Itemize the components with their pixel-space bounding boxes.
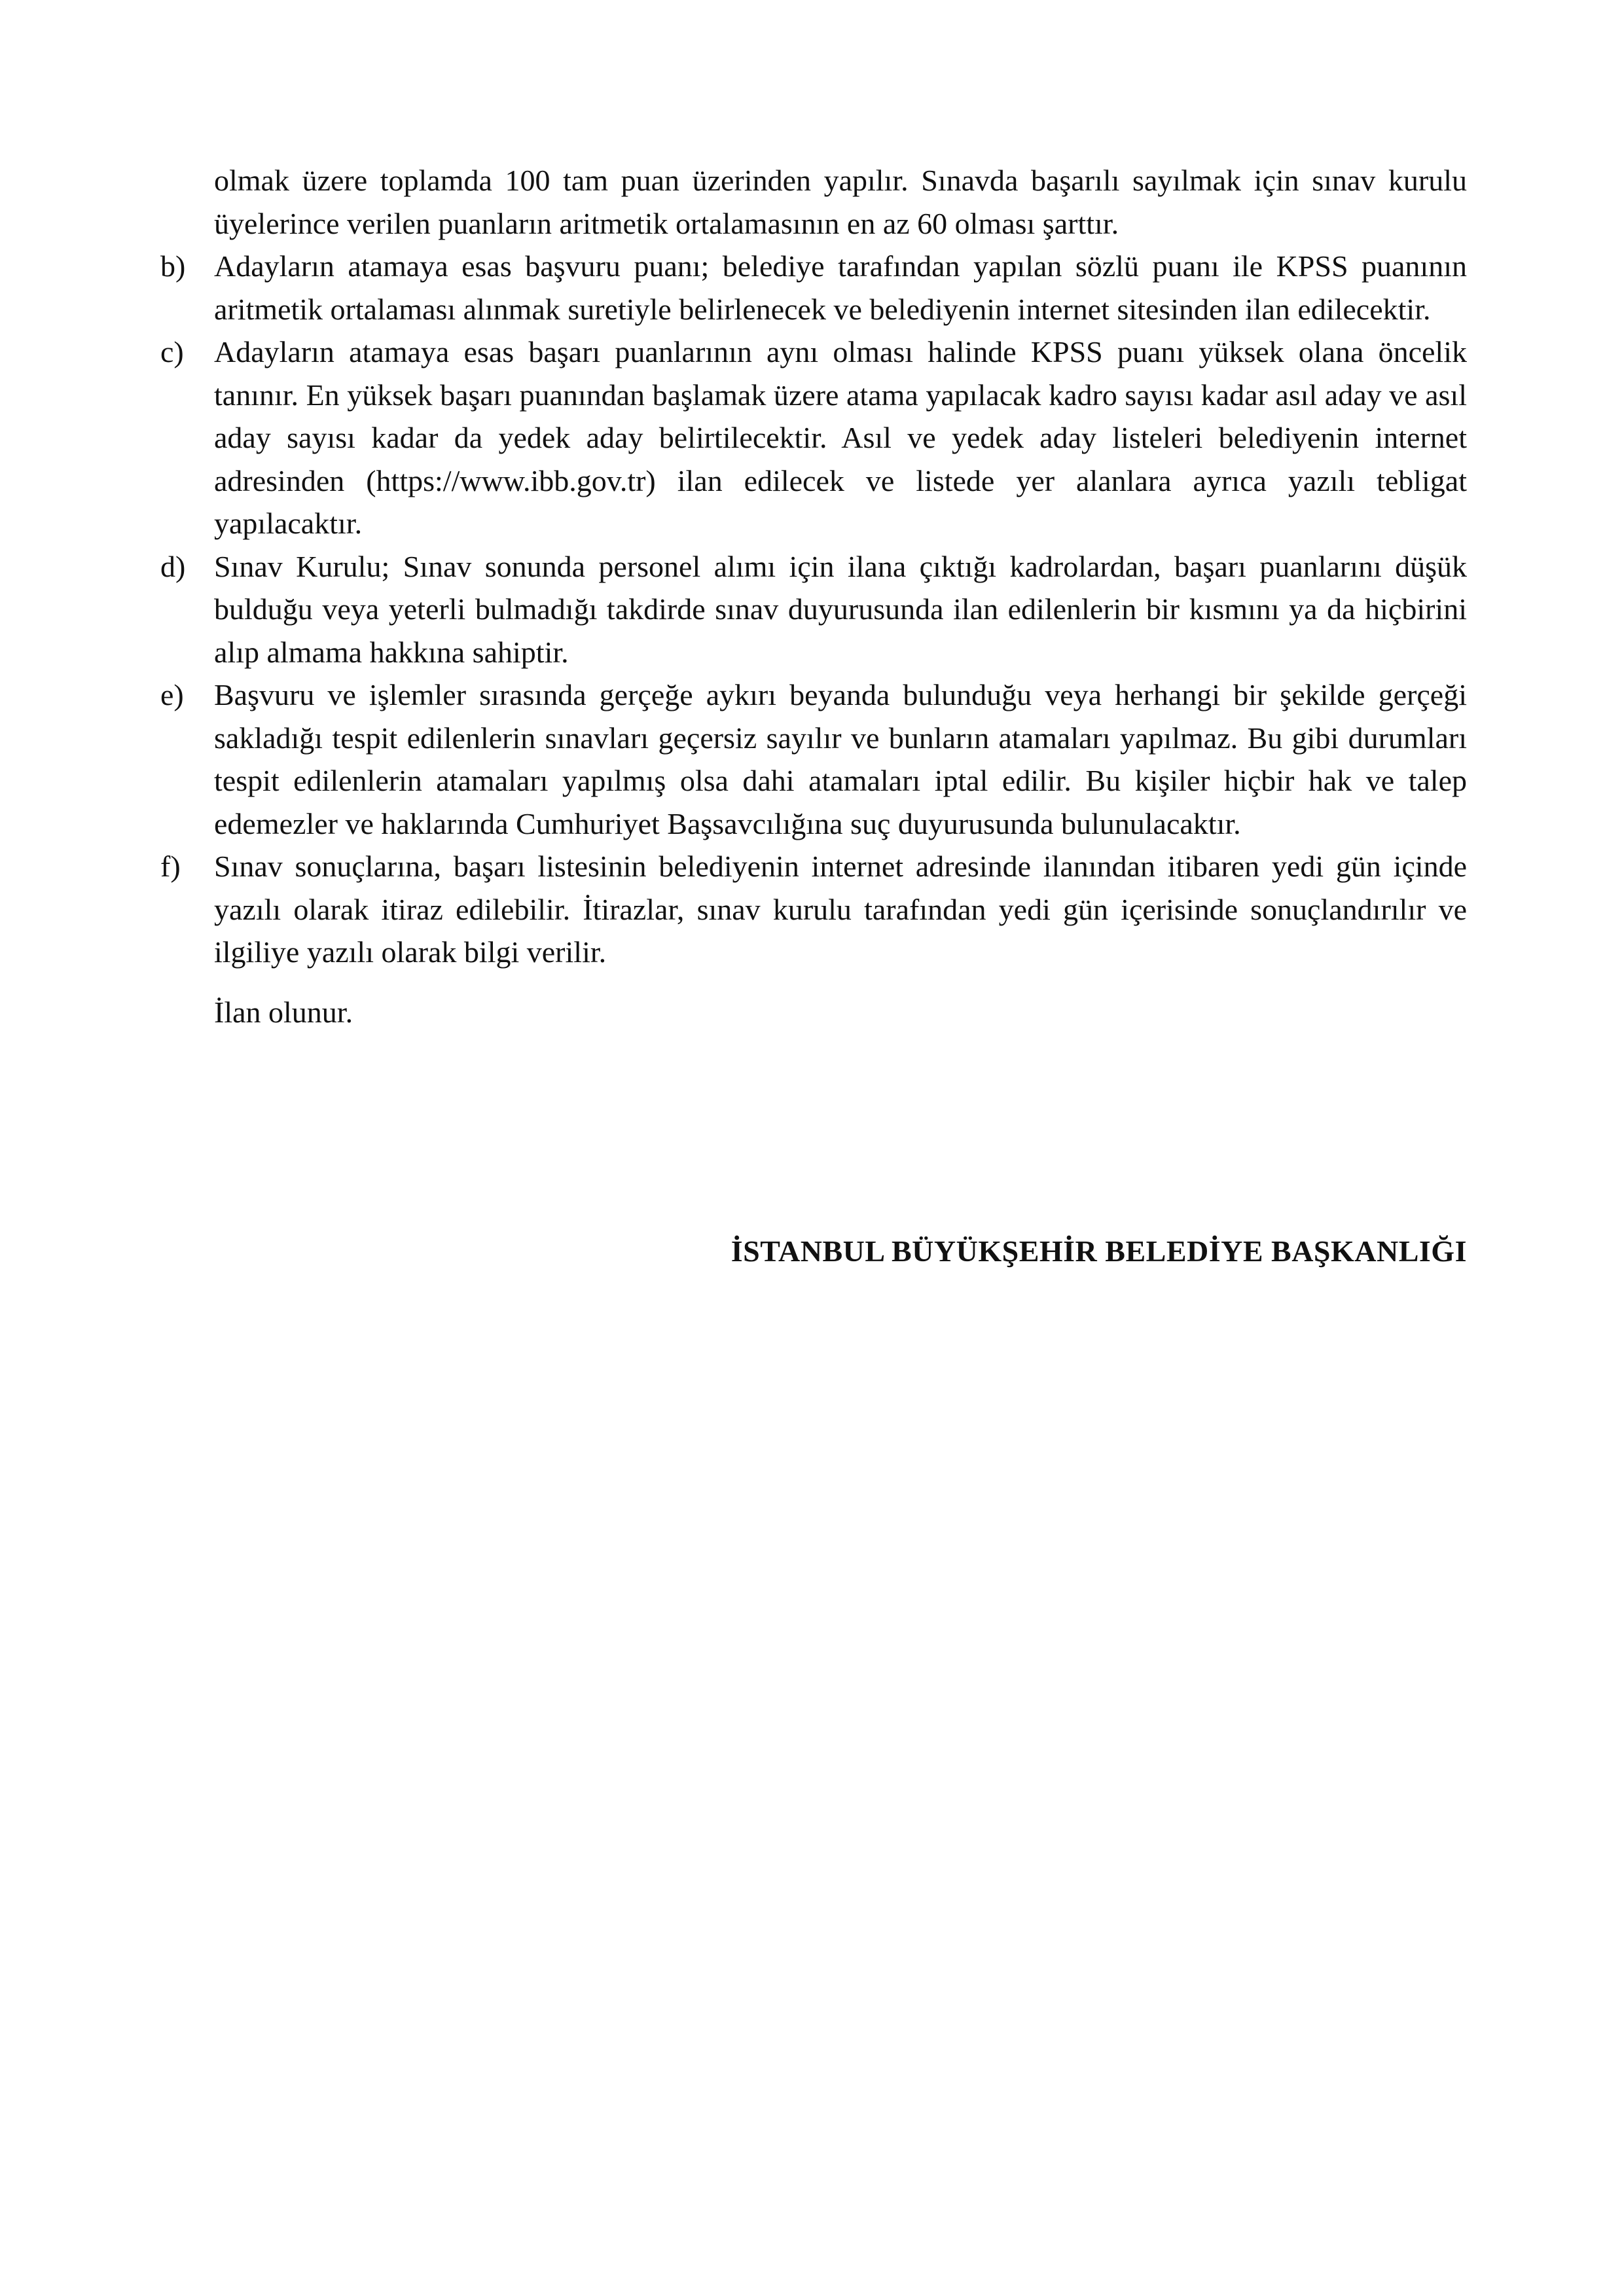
list-item-marker: e) <box>160 678 184 711</box>
closing-line: İlan olunur. <box>214 995 353 1029</box>
document-body <box>160 159 1467 1033</box>
list-item-text: Adayların atamaya esas başarı puanlarının aynı olması halinde KPSS puanı yüksek olana öncelik tanınır. En yüksek başarı puanından başlamak üzere atama yapılacak kadro sayısı kadar asıl aday ve asıl aday sayısı kadar da yedek aday belirtilecektir. Asıl ve yedek aday listeleri belediyenin internet adresinden (https://www.ibb.gov.tr) ilan edilecek ve listede yer alanlara ayrıca yazılı tebligat yapılacaktır. <box>214 335 1467 540</box>
signature-authority: İSTANBUL BÜYÜKŞEHİR BELEDİYE BAŞKANLIĞI <box>731 1234 1467 1268</box>
continuation-paragraph: olmak üzere toplamda 100 tam puan üzerinden yapılır. Sınavda başarılı sayılmak için sınav kurulu üyelerince verilen puanların aritmetik ortalamasının en az 60 olması şarttır. <box>214 164 1467 240</box>
list-item-d <box>160 545 1467 674</box>
list-item-marker: f) <box>160 850 181 883</box>
list-item-marker: d) <box>160 549 186 583</box>
list-item-marker: b) <box>160 249 186 283</box>
list-item-marker: c) <box>160 335 184 368</box>
list-item-b <box>160 245 1467 331</box>
list-item-f <box>160 845 1467 974</box>
list-item-text: Başvuru ve işlemler sırasında gerçeğe aykırı beyanda bulunduğu veya herhangi bir şekilde gerçeği sakladığı tespit edilenlerin sınavları geçersiz sayılır ve bunların atamaları yapılmaz. Bu gibi durumları tespit edilenlerin atamaları yapılmış olsa dahi atamaları iptal edilir. Bu kişiler hiçbir hak ve talep edemezler ve haklarında Cumhuriyet Başsavcılığına suç duyurusunda bulunulacaktır. <box>214 678 1467 840</box>
list-item-c <box>160 331 1467 545</box>
list-item-e <box>160 673 1467 845</box>
list-item-text: Sınav Kurulu; Sınav sonunda personel alımı için ilana çıktığı kadrolardan, başarı puanlarını düşük bulduğu veya yeterli bulmadığı takdirde sınav duyurusunda ilan edilenlerin bir kısmını ya da hiçbirini alıp almama hakkına sahiptir. <box>214 549 1467 669</box>
list-item-text: Sınav sonuçlarına, başarı listesinin belediyenin internet adresinde ilanından itibaren yedi gün içinde yazılı olarak itiraz edilebilir. İtirazlar, sınav kurulu tarafından yedi gün içerisinde sonuçlandırılır ve ilgiliye yazılı olarak bilgi verilir. <box>214 850 1467 969</box>
list-item-text: Adayların atamaya esas başvuru puanı; belediye tarafından yapılan sözlü puanı ile KPSS puanının aritmetik ortalaması alınmak suretiyle belirlenecek ve belediyenin internet sitesinden ilan edilecektir. <box>214 249 1467 326</box>
